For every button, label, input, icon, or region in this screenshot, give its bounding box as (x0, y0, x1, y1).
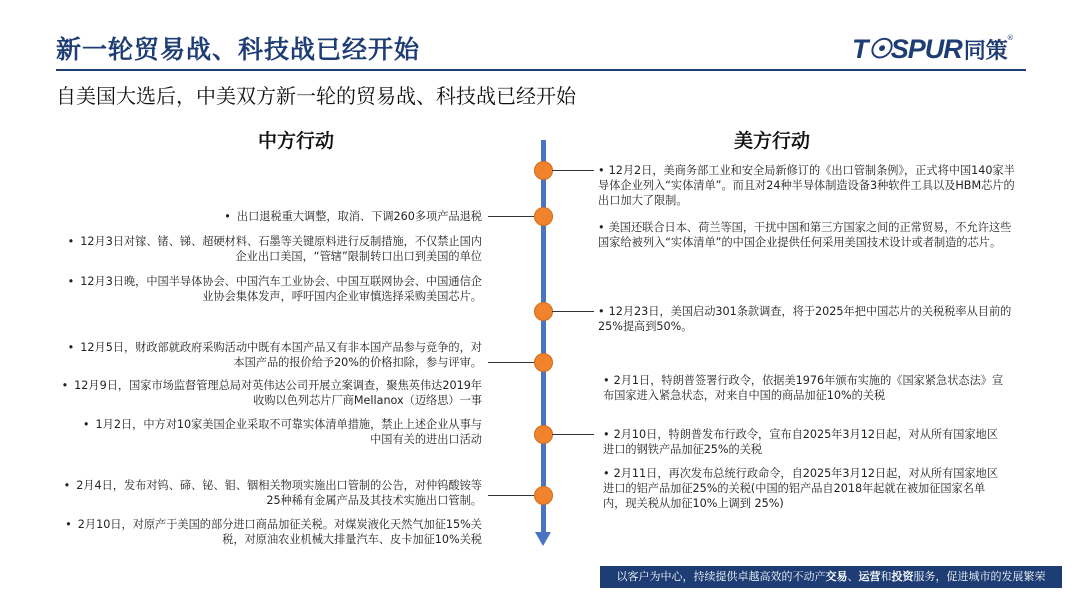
footer-slogan-banner: 以客户为中心，持续提供卓越高效的不动产交易、运营和投资服务，促进城市的发展繁荣 (600, 566, 1062, 588)
timeline-arrow-icon (535, 532, 551, 546)
china-action-item: • 12月5日，财政部就政府采购活动中既有本国产品又有非本国产品参与竞争的，对本国产品的报价给予20%的价格扣除，参与评审。 (67, 341, 482, 369)
china-action-item: • 12月9日，国家市场监督管理总局对英伟达公司开展立案调查，聚焦英伟达2019年收购以色列芯片厂商Mellanox（迈络思）一事 (61, 379, 482, 407)
china-column-heading: 中方行动 (258, 130, 335, 152)
timeline-dot (534, 353, 553, 372)
timeline-dot (534, 425, 553, 444)
page-title: 新一轮贸易战、科技战已经开始 (56, 35, 421, 64)
china-action-item: • 1月2日，中方对10家美国企业采取不可靠实体清单措施，禁止上述企业从事与中国有关的进出口活动 (82, 418, 482, 446)
china-action-item: • 2月10日，对原产于美国的部分进口商品加征关税。对煤炭液化天然气加征15%关税，对原油农业机械大排量汽车、皮卡加征10%关税 (65, 518, 482, 546)
timeline-axis (541, 140, 546, 536)
timeline-dot (534, 302, 553, 321)
us-action-item: • 2月1日，特朗普签署行政令，依据美1976年颁布实施的《国家紧急状态法》宣布国家进入紧急状态，对来自中国的商品加征10%的关税 (603, 374, 1004, 402)
timeline-dot (534, 161, 553, 180)
us-action-item: • 12月2日，美商务部工业和安全局新修订的《出口管制条例》，正式将中国140家半导体企业列入“实体清单”。而且对24种半导体制造设备3种软件工具以及HBM芯片的出口加大了限制。 (598, 164, 1015, 207)
connector-line (552, 311, 594, 312)
company-logo (852, 34, 1014, 65)
us-column-heading: 美方行动 (734, 130, 811, 152)
china-action-item: • 12月3日晚，中国半导体协会、中国汽车工业协会、中国互联网协会、中国通信企业协会集体发声，呼吁国内企业审慎选择采购美国芯片。 (67, 275, 482, 303)
timeline-dot (534, 486, 553, 505)
china-action-item: • 2月4日，发布对钨、碲、铋、钼、铟相关物项实施出口管制的公告，对仲钨酸铵等25种稀有金属产品及其技术实施出口管制。 (63, 479, 482, 507)
connector-line (552, 434, 594, 435)
us-action-item: • 12月23日，美国启动301条款调查，将于2025年把中国芯片的关税税率从目前的25%提高到50%。 (598, 305, 1012, 333)
china-action-item: • 12月3日对镓、锗、锑、超硬材料、石墨等关键原料进行反制措施，不仅禁止国内企业出口美国，“管辖”限制转口出口到美国的单位 (67, 235, 482, 263)
us-action-item: • 2月10日，特朗普发布行政令，宣布自2025年3月12日起，对从所有国家地区进口的钢铁产品加征25%的关税 (603, 428, 999, 456)
logo-wordmark: T☉SPUR (852, 34, 962, 64)
connector-line (488, 216, 534, 217)
connector-line (488, 362, 534, 363)
registered-mark: ® (1006, 34, 1014, 42)
title-divider (56, 69, 1026, 71)
timeline-dot (534, 207, 553, 226)
subtitle: 自美国大选后，中美双方新一轮的贸易战、科技战已经开始 (56, 84, 576, 108)
connector-line (552, 170, 594, 171)
us-action-item: • 美国还联合日本、荷兰等国，干扰中国和第三方国家之间的正常贸易，不允许这些国家给被列入“实体清单”的中国企业提供任何采用美国技术设计或者制造的芯片。 (598, 221, 1012, 249)
connector-line (488, 495, 534, 496)
logo-chinese-name: 同策 (963, 39, 1008, 64)
us-action-item: • 2月11日，再次发布总统行政命令，自2025年3月12日起，对从所有国家地区进口的铝产品加征25%的关税(中国的铝产品自2018年起就在被加征国家名单内，现关税从加征10%上调到 25%) (603, 467, 999, 510)
china-action-item: • 出口退税重大调整，取消、下调260多项产品退税 (224, 210, 482, 223)
